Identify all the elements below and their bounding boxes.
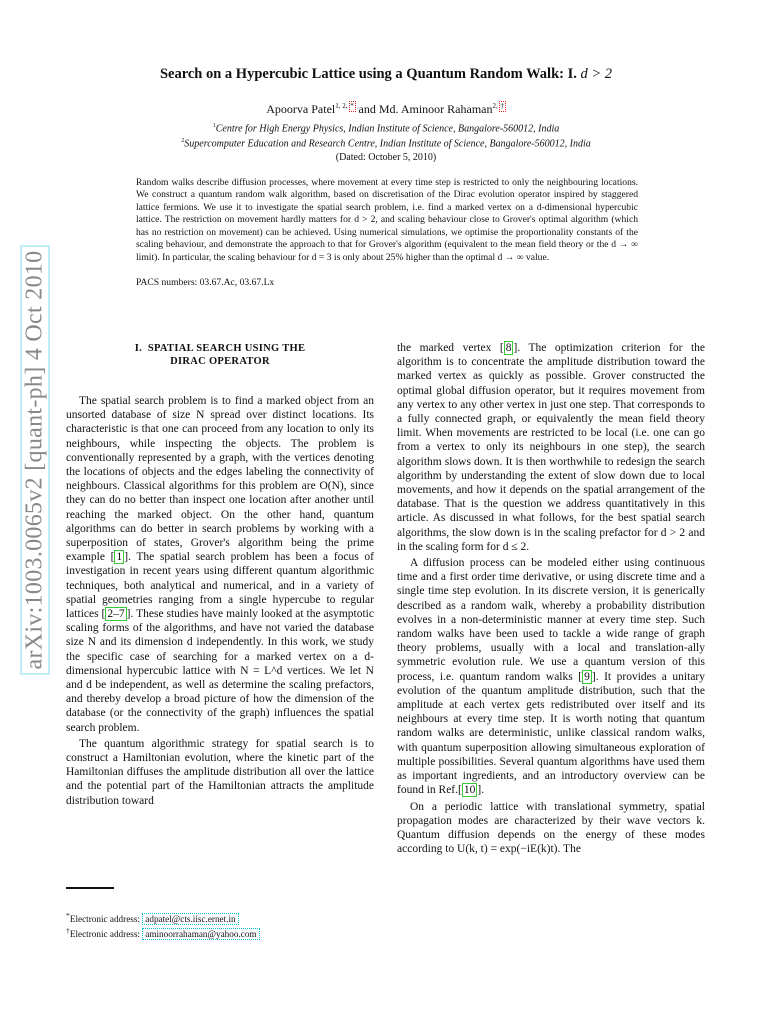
footnote-2-mark: † — [66, 926, 70, 936]
paper-title — [66, 66, 706, 83]
right-paragraph-3: On a periodic lattice with translational symmetry, spatial propagation modes are characterized by their wave vectors k. Quantum diffusion depends on the energy of these modes according to U(k, t) = exp(−iE(k)t). The — [397, 800, 705, 856]
footnote-link-dagger[interactable]: † — [500, 102, 504, 110]
right-p1-text-a: the marked vertex — [397, 342, 500, 354]
left-p1-text-c: . These studies have mainly looked at the asymptotic scaling forms of the algorithms, and have not varied the database size N and its dimension d independently. In this work, we study the specific case of searching for a marked vertex on a d-dimensional hypercubic lattice with N = L^d vertices. We let N and d be independent, as well as determine the scaling prefactors, and thereby develop a broad picture of how the dimension of the database (or the connectivity of the graph) influences the spatial search problem. — [66, 608, 374, 734]
citation-link[interactable]: 1 — [116, 551, 123, 564]
right-p2-text-b: . It provides a unitary evolution of the quantum amplitude distribution, such that the amplitude at each vertex gets redistributed over itself and its neighbours at every time step. It is worth noting that quantum random walks are deterministic, unlike classical random walks, with quantum superposition allowing simultaneous exploration of multiple possibilities. Several quantum algorithms have used them as important ingredients, and an introductory overview can be found in Ref. — [397, 670, 705, 797]
title-text: Search on a Hypercubic Lattice using a Quantum Random Walk: I. — [159, 66, 581, 82]
author-line — [66, 101, 706, 117]
paper-page — [66, 62, 706, 940]
affiliation-1 — [66, 120, 706, 135]
right-paragraph-2: A diffusion process can be modeled either using continuous time and a first order time derivative, or using discrete time and a single time step evolution. In its discrete version, it is generically described as a random walk, whereby a probability distribution evolves in a non-deterministic manner at every time step. Such random walks have been used to tackle a wide range of graph theory problems, usually with a local and translation-ally symmetric evolution rule. We use a quantum version of this process, i.e. quantum random walks [ 9 ]. It provides a unitary evolution of the quantum amplitude distribution, such that the amplitude at each vertex gets redistributed over itself and its neighbours at every time step. It is worth noting that quantum random walks are deterministic, unlike classical random walks, with quantum superposition allowing simultaneous exploration of multiple possibilities. Several quantum algorithms have used them as important ingredients, and an introductory overview can be found in Ref.[ 10 ]. — [397, 557, 705, 797]
affiliation-1-text: Centre for High Energy Physics, Indian Institute of Science, Bangalore-560012, India — [215, 123, 560, 135]
citation-link[interactable]: 2–7 — [107, 608, 125, 621]
author-2-name: and Md. Aminoor Rahaman — [355, 102, 493, 116]
footnote-2 — [66, 925, 260, 940]
right-p2-text-c: . — [481, 784, 485, 797]
left-p1-text-b: . The spatial search problem has been a focus of investigation in recent years using different quantum algorithmic techniques, both analytical and numerical, and in a variety of spatial geometries ranging from a single hypercube to regular lattices — [66, 551, 374, 621]
footnote-1-label: Electronic address: — [69, 914, 143, 925]
arxiv-identifier-stamp[interactable] — [20, 240, 50, 680]
footnote-1 — [66, 910, 260, 925]
affiliation-1-mark: 1 — [212, 123, 216, 129]
left-paragraph-1: The spatial search problem is to find a marked object from an unsorted database of size N spread over distinct locations. Its characteristic is that one can proceed from any location to only its neighbours, while inspecting the objects. The problem is conventionally represented by a graph, with the vertices denoting the locations of objects and the edges labeling the connectivity of neighbours. Classical algorithms for this problem are O(N), since they can do no better than inspect one location after another until reaching the marked object. On the other hand, quantum algorithms can do better in search problems by working with a superposition of states, Grover's algorithm being the prime example [ 1 ]. The spatial search problem has been a focus of investigation in recent years using different quantum algorithmic techniques, both analytical and numerical, and in a variety of spatial geometries ranging from a single hypercube to regular lattices [ 2–7 ]. These studies have mainly looked at the asymptotic scaling forms of the algorithms, and have not varied the database size N and its dimension d independently. In this work, we study the specific case of searching for a marked vertex on a d-dimensional hypercubic lattice with N = L^d vertices. We let N and d be independent, as well as determine the scaling prefactors, and thereby develop a broad picture of how the dimension of the database (or the connectivity of the graph) influences the spatial search problem. — [66, 395, 374, 734]
footnote-link-star[interactable]: * — [350, 102, 354, 110]
section-number: I. — [134, 343, 142, 354]
citation-link[interactable]: 8 — [505, 342, 512, 354]
footnotes — [66, 910, 260, 940]
section-title-line-1: SPATIAL SEARCH USING THE — [147, 343, 306, 354]
author-1-affiliation-marks: 1, 2, — [335, 102, 348, 110]
abstract: Random walks describe diffusion processes, where movement at every time step is restricted to only the neighbouring locations. We construct a quantum random walk algorithm, based on discretisation of the Dirac evolution operator inspired by staggered lattice fermions. We use it to investigate the spatial search problem, i.e. find a marked vertex on a d-dimensional hypercubic lattice. The restriction on movement hardly matters for d > 2, and scaling behaviour close to Grover's optimal algorithm (which has no restriction on movement) can be achieved. Using numerical simulations, we optimise the proportionality constants of the scaling behaviour, and demonstrate the approach to that for Grover's algorithm (equivalent to the mean field theory or the d → ∞ limit). In particular, the scaling behaviour for d = 3 is only about 25% higher than the optimal d → ∞ value. — [136, 176, 638, 263]
citation-link[interactable]: 9 — [584, 670, 590, 683]
author-1-name: Apoorva Patel — [266, 102, 336, 116]
footnote-2-label: Electronic address: — [69, 929, 143, 940]
left-p1-text-a: The spatial search problem is to find a marked object from an unsorted database of size N spread over distinct locations. Its characteristic is that one can proceed from any location to only its neighbours, while inspecting the objects. The problem is conventionally represented by a graph, with the vertices denoting the locations of objects and the edges labeling the connectivity of neighbours. Classical algorithms for this problem are O(N), since they can do no better than inspect one location after another until reaching the marked object. On the other hand, quantum algorithms can do better in search problems by working with a superposition of states, Grover's algorithm being the prime example — [66, 395, 374, 564]
date-line: (Dated: October 5, 2010) — [335, 151, 437, 163]
left-paragraph-2: The quantum algorithmic strategy for spatial search is to construct a Hamiltonian evolution, where the kinetic part of the Hamiltonian diffuses the amplitude distribution all over the lattice and the potential part of the Hamiltonian attracts the amplitude distribution toward — [66, 737, 374, 807]
left-column — [66, 342, 374, 808]
affiliation-2 — [66, 135, 706, 150]
email-link-rahaman[interactable]: aminoorrahaman@yahoo.com — [142, 928, 259, 940]
right-paragraph-1: the marked vertex [ 8 ]. The optimization criterion for the algorithm is to concentrate the amplitude distribution toward the marked vertex as quickly as possible. Grover constructed the optimal global diffusion operator, but it requires movement from any vertex to any other vertex in just one step. That corresponds to a fully connected graph, or equivalently the mean field theory limit. When movements are restricted to be local (i.e. one can go from a vertex to only its neighbours in one step), the search algorithm slows down. It is then worthwhile to redesign the search algorithm by understanding the extent of slow down due to local movements, and how it depends on the spatial arrangement of the database. That is the question we address quantitatively in this article. As discussed in what follows, for the best spatial search algorithms, the slow down is in the scaling prefactor for d > 2 and in the scaling form for d ≤ 2. — [397, 342, 705, 553]
email-link-patel[interactable]: adpatel@cts.iisc.ernet.in — [142, 913, 238, 925]
footnote-divider — [66, 887, 114, 889]
affiliation-2-text: Supercomputer Education and Research Centre, Indian Institute of Science, Bangalore-560012, India — [184, 138, 591, 150]
affiliation-2-mark: 2 — [181, 138, 185, 145]
footnote-1-mark: * — [66, 911, 70, 920]
right-column — [397, 341, 705, 856]
right-p1-text-b: . The optimization criterion for the algorithm is to concentrate the amplitude distribution toward the marked vertex as quickly as possible. Grover constructed the optimal global diffusion operator, but it requires movement from any vertex to any other vertex in just one step. That corresponds to a fully connected graph, or equivalently the mean field theory limit. When movements are restricted to be local (i.e. one can go from a vertex to only its neighbours in one step), the search algorithm slows down. It is then worthwhile to redesign the search algorithm by understanding the extent of slow down due to local movements, and how it depends on the spatial arrangement of the database. That is the question we address quantitatively in this article. As discussed in what follows, for the best spatial search algorithms, the slow down is in the scaling prefactor for d > 2 and in the scaling form for d ≤ 2. — [397, 342, 705, 553]
section-title-line-2: DIRAC OPERATOR — [170, 356, 270, 367]
citation-link[interactable]: 10 — [463, 784, 476, 797]
title-math: d > 2 — [580, 66, 613, 82]
pacs-numbers: PACS numbers: 03.67.Ac, 03.67.Lx — [136, 277, 275, 289]
section-heading-line-1 — [66, 342, 374, 355]
right-p2-text-a: A diffusion process can be modeled either using continuous time and a first order time derivative, or using discrete time and a single time step evolution. In its discrete version, it is generically described as a random walk, whereby a probability distribution evolves in a non-deterministic manner at every time step. Such random walks have been used to tackle a wide range of graph theory problems, usually with a local and translation-ally symmetric evolution rule. We use a quantum version of this process, i.e. quantum random walks — [397, 557, 705, 683]
section-heading — [66, 342, 374, 368]
arxiv-identifier-text[interactable]: arXiv:1003.0065v2 [quant-ph] 4 Oct 2010 — [21, 246, 50, 675]
author-2-affiliation-marks: 2, — [492, 102, 498, 110]
